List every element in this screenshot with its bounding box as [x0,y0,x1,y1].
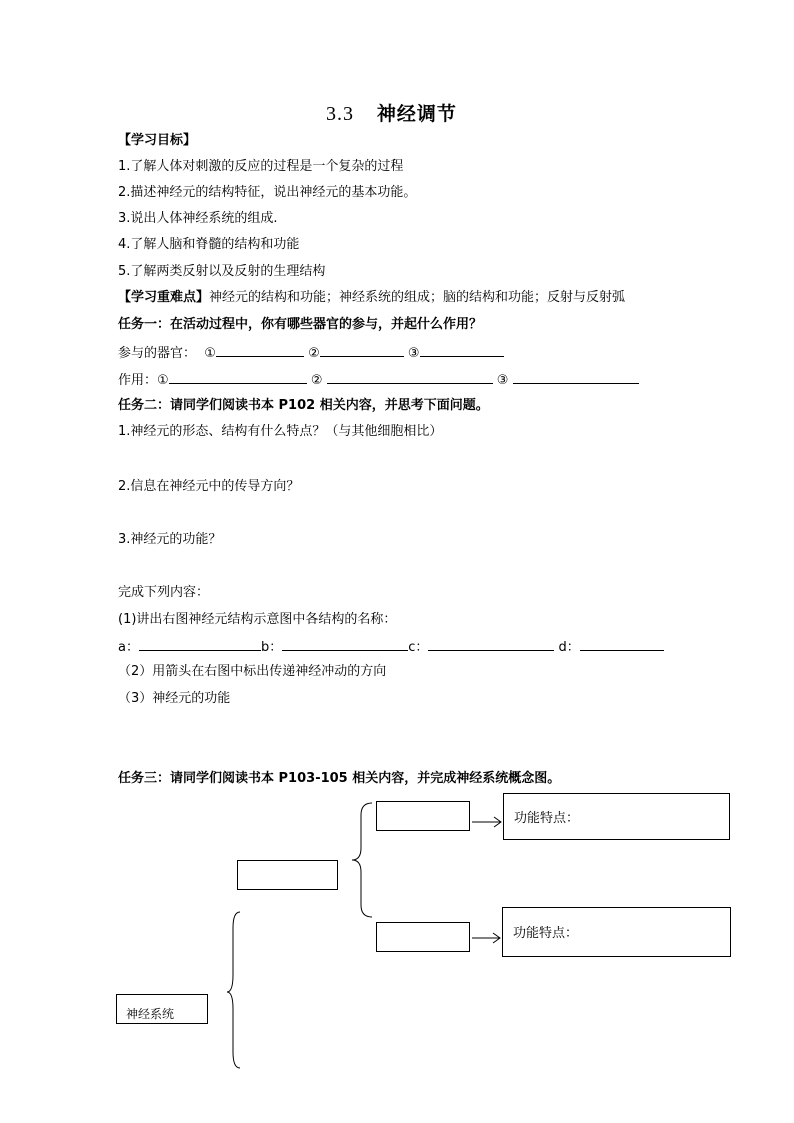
key-points-heading: 【学习重难点】 [118,290,210,305]
organs-mark-3: ③ [407,346,420,361]
objective-1: 1.了解人体对刺激的反应的过程是一个复杂的过程 [118,159,404,174]
objective-4: 4.了解人脑和脊髓的结构和功能 [118,237,300,252]
organs-label: 参与的器官： [118,346,197,361]
organs-mark-1: ① [204,346,216,361]
task2-question-1: 1.神经元的形态、结构有什么特点？（与其他细胞相比） [118,424,443,439]
feature-box-1[interactable] [503,793,730,840]
concept-box-upper-branch[interactable] [376,801,470,831]
task2-complete: 完成下列内容： [118,585,210,600]
organs-mark-2: ② [308,346,320,361]
title-text: 神经调节 [376,103,457,125]
key-points-text: 神经元的结构和功能；神经系统的组成；脑的结构和功能；反射与反射弧 [209,290,626,305]
label-a: a： [118,640,139,655]
objective-3: 3.说出人体神经系统的组成. [118,211,278,226]
task2-heading: 任务二：请同学们阅读书本 P102 相关内容，并思考下面问题。 [118,398,489,413]
task2-question-3: 3.神经元的功能？ [118,532,222,547]
title-number: 3.3 [326,103,354,125]
upper-brace [352,803,372,917]
concept-box-middle[interactable] [237,860,338,890]
feature-label-2: 功能特点： [513,926,579,941]
task3-heading: 任务三：请同学们阅读书本 P103-105 相关内容，并完成神经系统概念图。 [118,771,561,786]
objectives-heading: 【学习目标】 [118,133,197,148]
task2-sub-3: （3）神经元的功能 [118,691,231,706]
task1-heading: 任务一：在活动过程中，你有哪些器官的参与，并起什么作用？ [118,317,483,332]
label-b: b： [260,640,283,655]
function-mark-3: ③ [496,373,509,388]
objective-2: 2.描述神经元的结构特征，说出神经元的基本功能。 [118,185,417,200]
label-d: d： [558,640,580,655]
task2-question-2: 2.信息在神经元中的传导方向？ [118,479,300,494]
function-label: 作用： [118,373,158,388]
concept-box-lower-branch[interactable] [376,922,470,952]
feature-label-1: 功能特点： [514,811,580,826]
objective-5: 5.了解两类反射以及反射的生理结构 [118,264,326,279]
task2-sub-1: (1)讲出右图神经元结构示意图中各结构的名称： [118,612,397,627]
function-mark-1: ① [157,373,169,388]
root-label: 神经系统 [126,1007,175,1021]
lower-brace [227,912,240,1068]
feature-box-2[interactable] [502,907,731,957]
root-box [116,994,208,1024]
label-c: c： [408,640,429,655]
function-mark-2: ② [310,373,323,388]
task2-sub-2: （2）用箭头在右图中标出传递神经冲动的方向 [118,664,387,679]
